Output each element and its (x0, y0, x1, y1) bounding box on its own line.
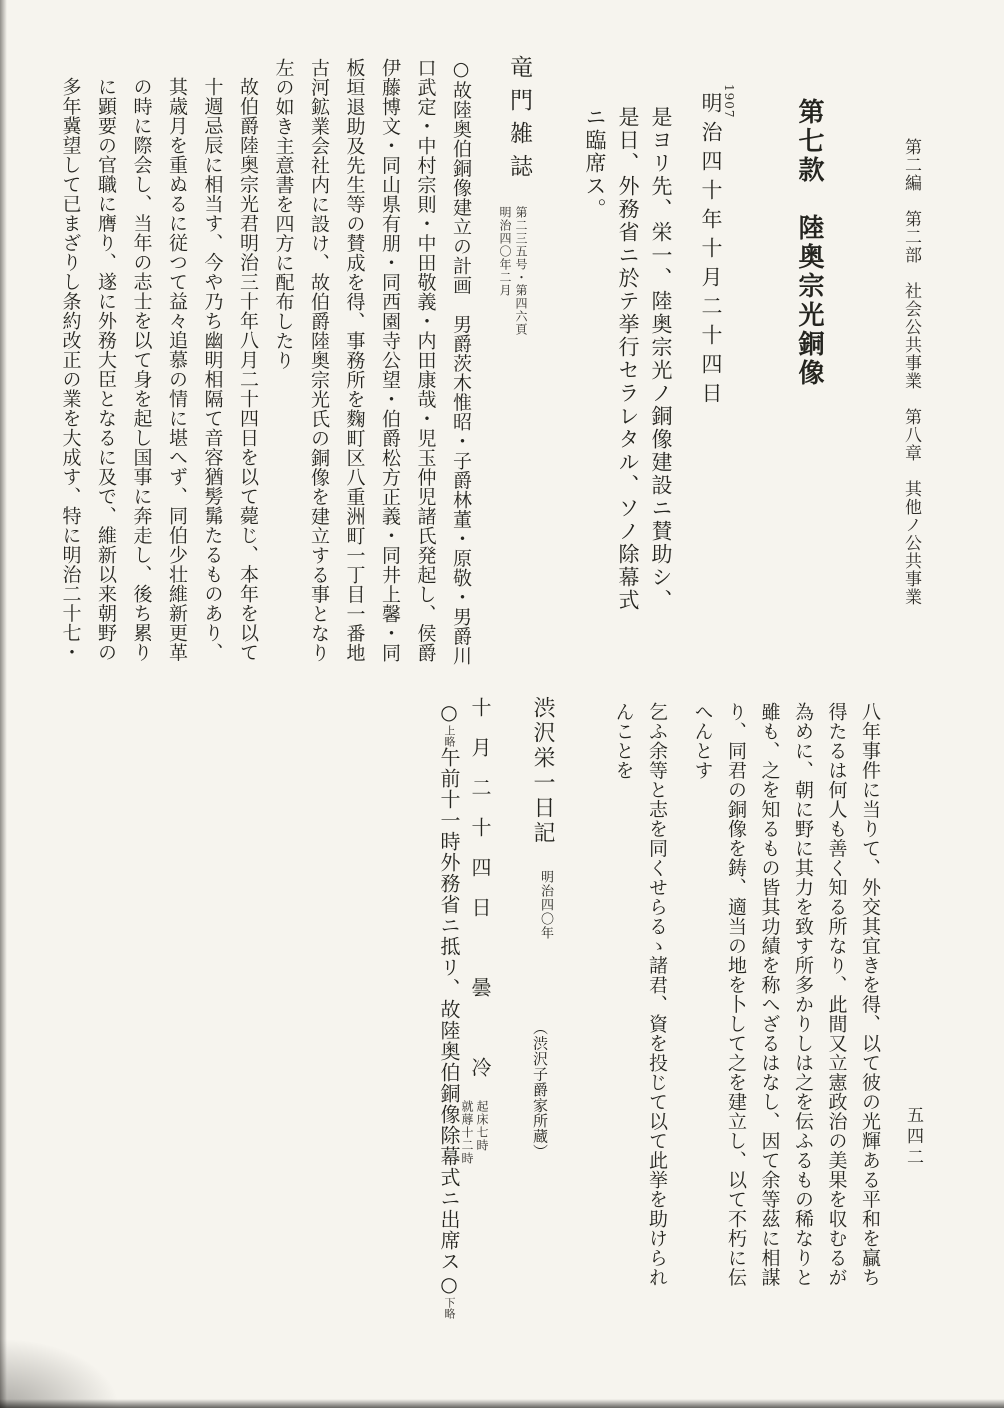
entry-line: ニ臨席ス。 (583, 106, 607, 221)
magazine-issue: 第二三五号・第四六頁 (514, 206, 528, 336)
scan-edge-corner (0, 1338, 120, 1408)
article-line: ○故陸奥伯銅像建立の計画 男爵茨木惟昭・子爵林董・原敬・男爵川 (450, 58, 472, 666)
quote-line: 八年事件に当りて、外交其宜きを得、以て彼の光輝ある平和を贏ち (859, 702, 881, 1287)
quote-line: 多年冀望して已まざりし条約改正の業を大成す、特に明治二十七・ (59, 77, 82, 662)
quote-line: り、同君の銅像を鋳、適当の地を卜して之を建立し、以て不朽に伝 (725, 702, 747, 1287)
entry-paragraph (578, 106, 677, 654)
quote-continued (606, 702, 886, 1304)
article-line: 伊藤博文・同山県有朋・同西園寺公望・伯爵松方正義・同井上馨・同 (379, 58, 401, 663)
diary-date-line: 十月二十四日 曇 冷 (468, 697, 492, 1097)
scan-edge-left (0, 0, 7, 1408)
diary-bed-time: 就蓐十二時 (460, 1100, 474, 1165)
quote-line: 為めに、朝に野に其力を致す所多かりしは之を伝ふるもの稀なりと (792, 702, 814, 1287)
quote-line: 雖も、之を知るもの皆其功績を称へざるはなし、因て余等茲に相謀 (758, 702, 781, 1287)
quote-line: の時に際会し、当年の志士を以て身を起し国事に奔走し、後ち累り (130, 77, 153, 662)
section-title: 第七款 陸奥宗光銅像 (794, 98, 824, 388)
entry-line: 是日、外務省ニ於テ挙行セラレタル、ソノ除幕式 (616, 106, 640, 612)
quote-line: 其歳月を重ぬるに従つて益々追慕の情に堪へず、同伯少壮維新更革 (166, 77, 188, 662)
running-head: 第二編 第二部 社会公共事業 第八章 其他ノ公共事業 (901, 138, 921, 606)
omission-circle: ○ (437, 700, 461, 725)
date-heading: 明治四十年十月二十四日 (699, 92, 723, 411)
diary-entry-line (435, 700, 464, 1319)
magazine-article (52, 58, 478, 666)
scan-edge-bottom (0, 1399, 1004, 1408)
diary-year-label: 明治四〇年 (538, 870, 553, 940)
diary-entry-text: 午前十一時外務省ニ抵リ、故陸奥伯銅像除幕式ニ出席ス (437, 747, 461, 1272)
quote-line: んことを (612, 702, 635, 780)
diary-title: 渋沢栄一日記 (530, 696, 555, 846)
entry-line: 是ヨリ先、栄一、陸奥宗光ノ銅像建設ニ賛助シ、 (649, 106, 673, 612)
magazine-issue-date: 明治四〇年二月 (498, 206, 512, 297)
omission-circle: ○ (437, 1272, 461, 1297)
article-line: 板垣退助及先生等の賛成を得、事務所を麴町区八重洲町一丁目一番地 (343, 58, 366, 663)
quote-line: へんとす (691, 702, 714, 780)
quote-line: 十週忌辰に相当す、今や乃ち幽明相隔て音容猶髣髴たるものあり、 (201, 77, 224, 662)
article-line: 口武定・中村宗則・中田敬義・内田康哉・児玉仲児諸氏発起し、侯爵 (414, 58, 437, 663)
diary-wake-time: 起床七時 (475, 1100, 489, 1152)
magazine-caption (497, 206, 529, 376)
omission-note-upper: 上略 (443, 725, 456, 747)
quote-line: 乞ふ余等と志を同くせらるゝ諸君、資を投じて以て此挙を助けられ (646, 702, 668, 1287)
magazine-title: 竜門雑誌 (506, 55, 532, 187)
gregorian-year-label: 1907 (722, 84, 736, 119)
quote-line: 得たるは何人も善く知る所なり、此間又立憲政治の美果を収むるが (825, 702, 848, 1287)
quote-line: 故伯爵陸奥宗光君明治三十年八月二十四日を以て薨じ、本年を以て (237, 77, 259, 662)
diary-source-note: （渋沢子爵家所蔵） (531, 1020, 549, 1160)
omission-note-lower: 下略 (443, 1297, 456, 1319)
page-number: 五四二 (903, 1106, 923, 1169)
quote-line: に顕要の官職に膺り、遂に外務大臣となるに及で、維新以来朝野の (95, 77, 117, 662)
article-line: 左の如き主意書を四方に配布したり (272, 58, 295, 370)
article-line: 古河鉱業会社内に設け、故伯爵陸奥宗光氏の銅像を建立する事となり (308, 58, 330, 663)
